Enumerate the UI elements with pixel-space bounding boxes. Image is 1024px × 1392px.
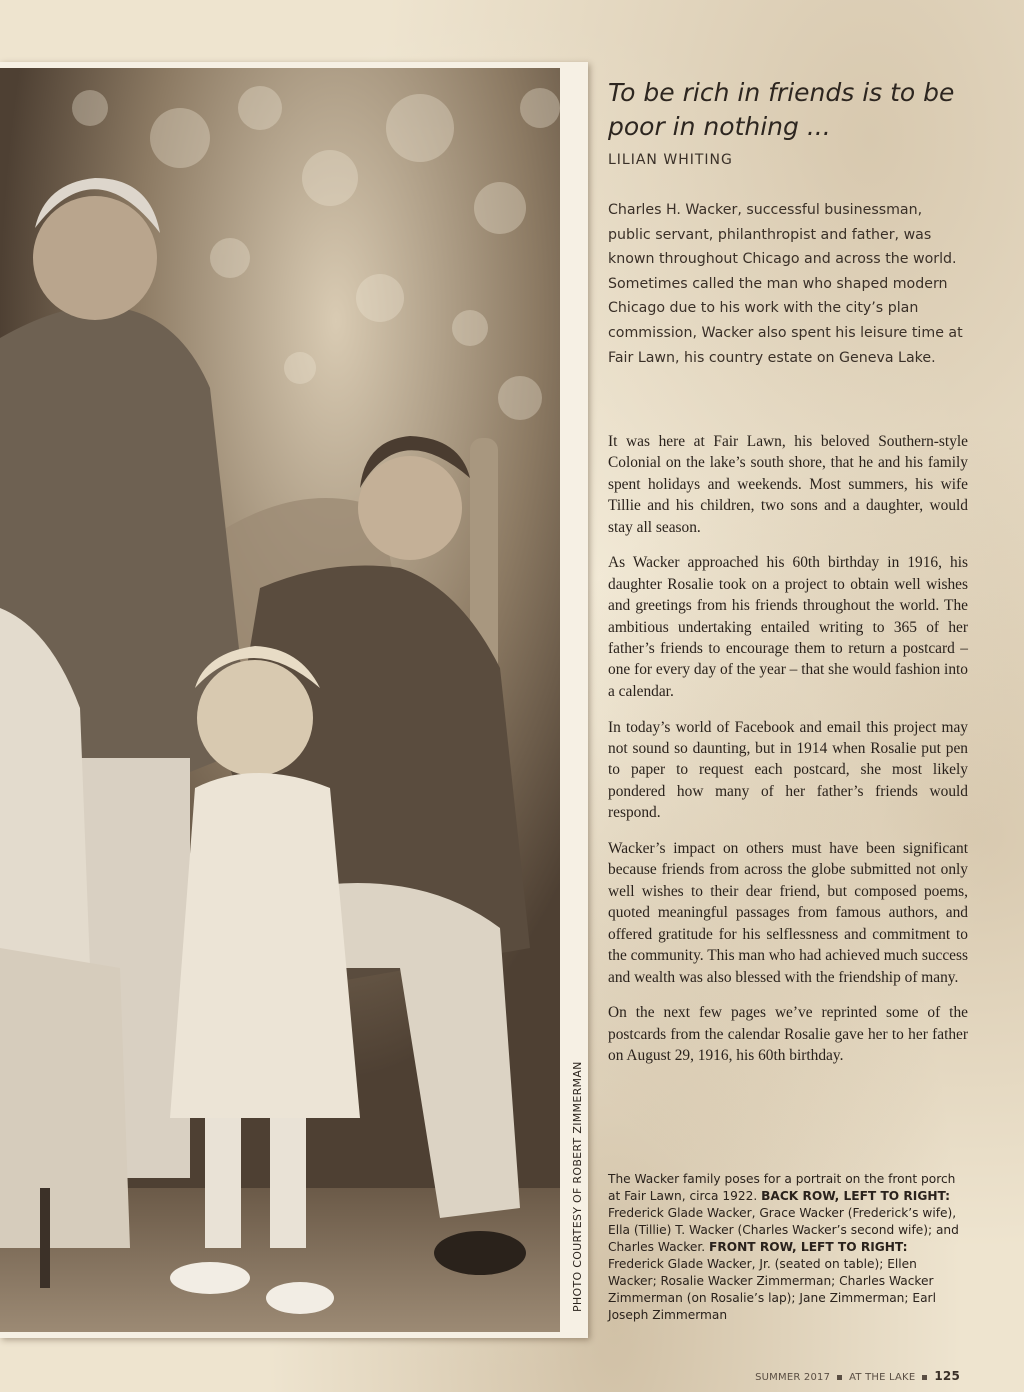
page-footer [755,1369,960,1383]
photo-credit: PHOTO COURTESY OF ROBERT ZIMMERMAN [571,1061,584,1312]
intro-paragraph: Charles H. Wacker, successful businessman, public servant, philanthropist and father, was known throughout Chicago and across the world. Sometimes called the man who shaped modern Chicago due to his work with the city’s plan commission, Wacker also spent his leisure time at Fair Lawn, his country estate on Geneva Lake. [608,202,963,366]
caption-front-row-names: Frederick Glade Wacker, Jr. (seated on table); Ellen Wacker; Rosalie Wacker Zimmerman; Charles Wacker Zimmerman (on Rosalie’s lap); Jane Zimmerman; Earl Joseph Zimmerman [608,1257,936,1322]
pull-quote: To be rich in friends is to be poor in nothing ... [608,78,955,141]
body-paragraph: Wacker’s impact on others must have been significant because friends from across the globe submitted not only well wishes to their dear friend, but composed poems, quoted meaningful passages from famous authors, and offered gratitude for his selflessness and commitment to the community. This man who had achieved much success and wealth was also blessed with the friendship of many. [608,840,968,986]
caption-lead: The Wacker family poses for a portrait on the front porch at Fair Lawn, circa 1922. [608,1172,956,1203]
caption-front-row-label: FRONT ROW, LEFT TO RIGHT: [709,1240,908,1254]
separator-square-icon [837,1375,842,1380]
body-paragraph: In today’s world of Facebook and email this project may not sound so daunting, but in 1914 when Rosalie put pen to paper to request each postcard, she most likely pondered how many of her father’s friends would respond. [608,718,968,822]
footer-publication: AT THE LAKE [849,1372,916,1383]
photo-frame [0,62,588,1338]
body-paragraph: It was here at Fair Lawn, his beloved Southern-style Colonial on the lake’s south shore, that he and his family spent holidays and weekends. Most summers, his wife Tillie and his children, two sons and a daughter, would stay all season. [608,433,968,536]
body-paragraph: As Wacker approached his 60th birthday in 1916, his daughter Rosalie took on a project to obtain well wishes and greetings from his friends throughout the world. The ambitious undertaking entailed writing to 365 of her father’s friends to encourage them to return a postcard – one for every day of the year – that she would fashion into a calendar. [608,554,968,700]
body-paragraph: On the next few pages we’ve reprinted some of the postcards from the calendar Rosalie gave her to her father on August 29, 1916, his 60th birthday. [608,1004,968,1065]
photo-caption [608,1171,960,1324]
footer-issue: SUMMER 2017 [755,1372,831,1383]
article-body [608,431,968,1081]
caption-back-row-names: Frederick Glade Wacker, Grace Wacker (Frederick’s wife), Ella (Tillie) T. Wacker (Charles Wacker’s second wife); and Charles Wacker. [608,1206,959,1254]
quote-author: LILIAN WHITING [608,152,733,168]
separator-square-icon [922,1375,927,1380]
family-portrait-illustration [0,68,560,1332]
page-number: 125 [934,1369,960,1383]
family-portrait-photo [0,68,560,1332]
caption-back-row-label: BACK ROW, LEFT TO RIGHT: [761,1189,951,1203]
